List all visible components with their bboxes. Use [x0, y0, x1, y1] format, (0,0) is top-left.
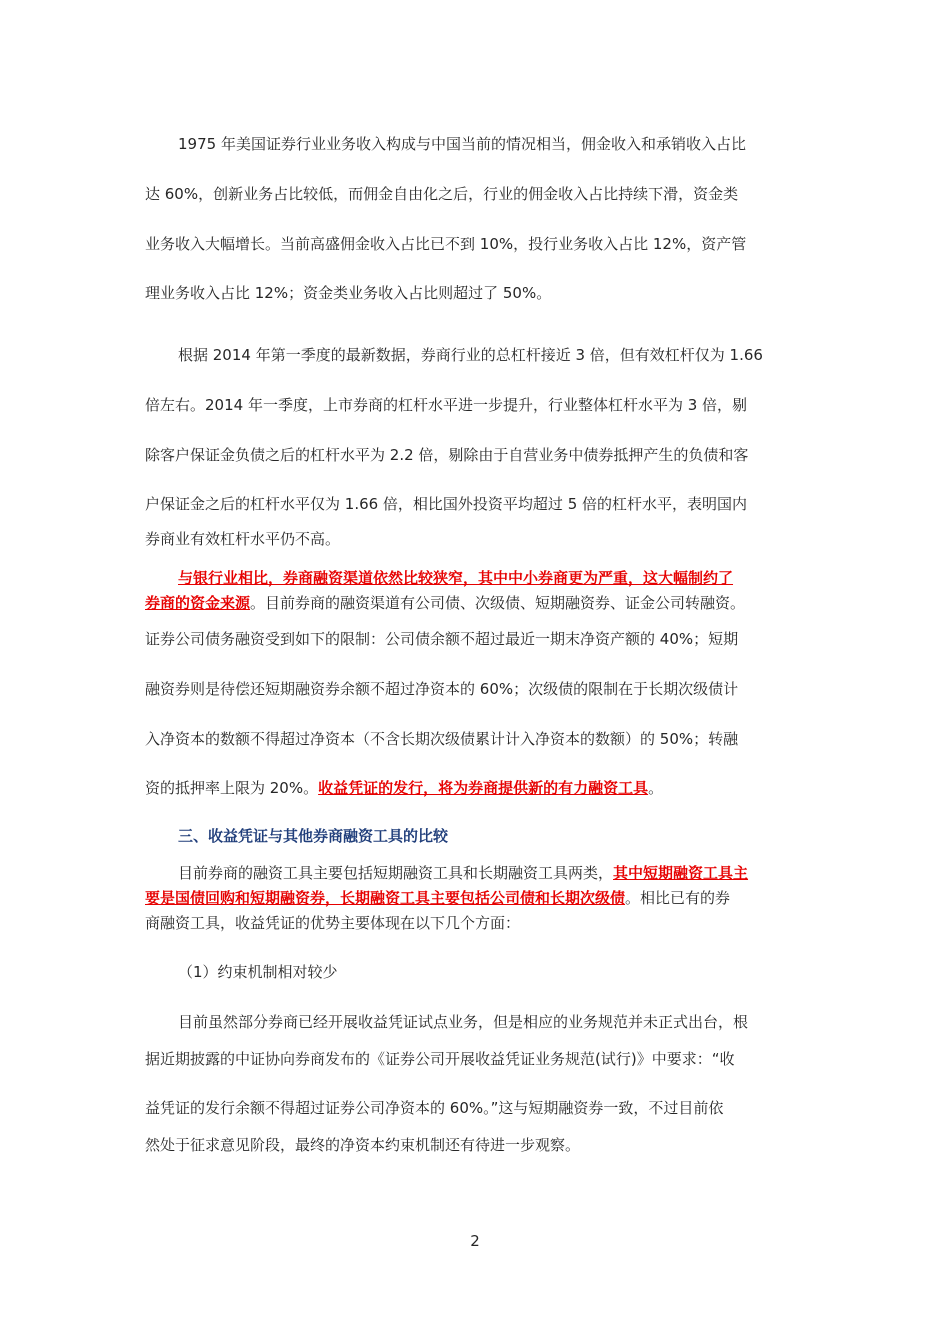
paragraph-1-line-3: 业务收入大幅增长。当前高盛佣金收入占比已不到 10%，投行业务收入占比 12%，资产管 [145, 235, 747, 253]
paragraph-4-line-2 [145, 888, 825, 908]
paragraph-2-line-5: 券商业有效杠杆水平仍不高。 [145, 530, 341, 548]
paragraph-5-line-3: 益凭证的发行余额不得超过证券公司净资本的 60%。”这与短期融资券一致，不过目前依 [145, 1099, 724, 1117]
paragraph-2-line-3: 除客户保证金负债之后的杠杆水平为 2.2 倍，剔除由于自营业务中债券抵押产生的负债和客 [145, 446, 749, 464]
paragraph-3-line-2 [145, 593, 825, 613]
subheading: （1）约束机制相对较少 [178, 963, 338, 981]
paragraph-3-line-1 [178, 568, 825, 588]
highlighted-text: 与银行业相比，券商融资渠道依然比较狭窄，其中中小券商更为严重，这大幅制约了 [178, 569, 734, 587]
body-text: 。目前券商的融资渠道有公司债、次级债、短期融资券、证金公司转融资。 [250, 594, 746, 612]
highlighted-text: 要是国债回购和短期融资券，长期融资工具主要包括公司债和长期次级债 [145, 889, 626, 907]
body-text: 资的抵押率上限为 20%。 [145, 779, 319, 797]
paragraph-2-line-1: 根据 2014 年第一季度的最新数据，券商行业的总杠杆接近 3 倍，但有效杠杆仅为 1.66 [178, 346, 763, 364]
highlighted-text: 收益凭证的发行，将为券商提供新的有力融资工具 [318, 779, 649, 797]
paragraph-2-line-4: 户保证金之后的杠杆水平仅为 1.66 倍，相比国外投资平均超过 5 倍的杠杆水平，表明国内 [145, 495, 748, 513]
body-text: 。 [648, 779, 664, 797]
paragraph-3-line-3: 证券公司债务融资受到如下的限制：公司债余额不超过最近一期末净资产额的 40%；短期 [145, 630, 739, 648]
paragraph-4-line-3: 商融资工具，收益凭证的优势主要体现在以下几个方面： [145, 914, 521, 932]
highlighted-text: 其中短期融资工具主 [613, 864, 749, 882]
section-heading: 三、收益凭证与其他券商融资工具的比较 [178, 827, 449, 845]
paragraph-3-line-4: 融资券则是待偿还短期融资券余额不超过净资本的 60%；次级债的限制在于长期次级债计 [145, 680, 739, 698]
paragraph-1-line-4: 理业务收入占比 12%；资金类业务收入占比则超过了 50%。 [145, 284, 552, 302]
body-text: 目前券商的融资工具主要包括短期融资工具和长期融资工具两类， [178, 864, 614, 882]
page-number: 2 [470, 1232, 480, 1250]
paragraph-3-line-6 [145, 778, 825, 798]
paragraph-1-line-1: 1975 年美国证券行业业务收入构成与中国当前的情况相当，佣金收入和承销收入占比 [178, 135, 746, 153]
paragraph-4-line-1 [178, 863, 825, 883]
paragraph-2-line-2: 倍左右。2014 年一季度，上市券商的杠杆水平进一步提升，行业整体杠杆水平为 3 倍，剔 [145, 396, 748, 414]
paragraph-1-line-2: 达 60%，创新业务占比较低，而佣金自由化之后，行业的佣金收入占比持续下滑，资金类 [145, 185, 739, 203]
paragraph-5-line-2: 据近期披露的中证协向券商发布的《证券公司开展收益凭证业务规范(试行)》中要求：“收 [145, 1050, 735, 1068]
body-text: 。相比已有的券 [625, 889, 731, 907]
paragraph-5-line-1: 目前虽然部分券商已经开展收益凭证试点业务，但是相应的业务规范并未正式出台，根 [178, 1013, 749, 1031]
paragraph-5-line-4: 然处于征求意见阶段，最终的净资本约束机制还有待进一步观察。 [145, 1136, 581, 1154]
highlighted-text: 券商的资金来源 [145, 594, 251, 612]
paragraph-3-line-5: 入净资本的数额不得超过净资本（不含长期次级债累计计入净资本的数额）的 50%；转融 [145, 730, 739, 748]
